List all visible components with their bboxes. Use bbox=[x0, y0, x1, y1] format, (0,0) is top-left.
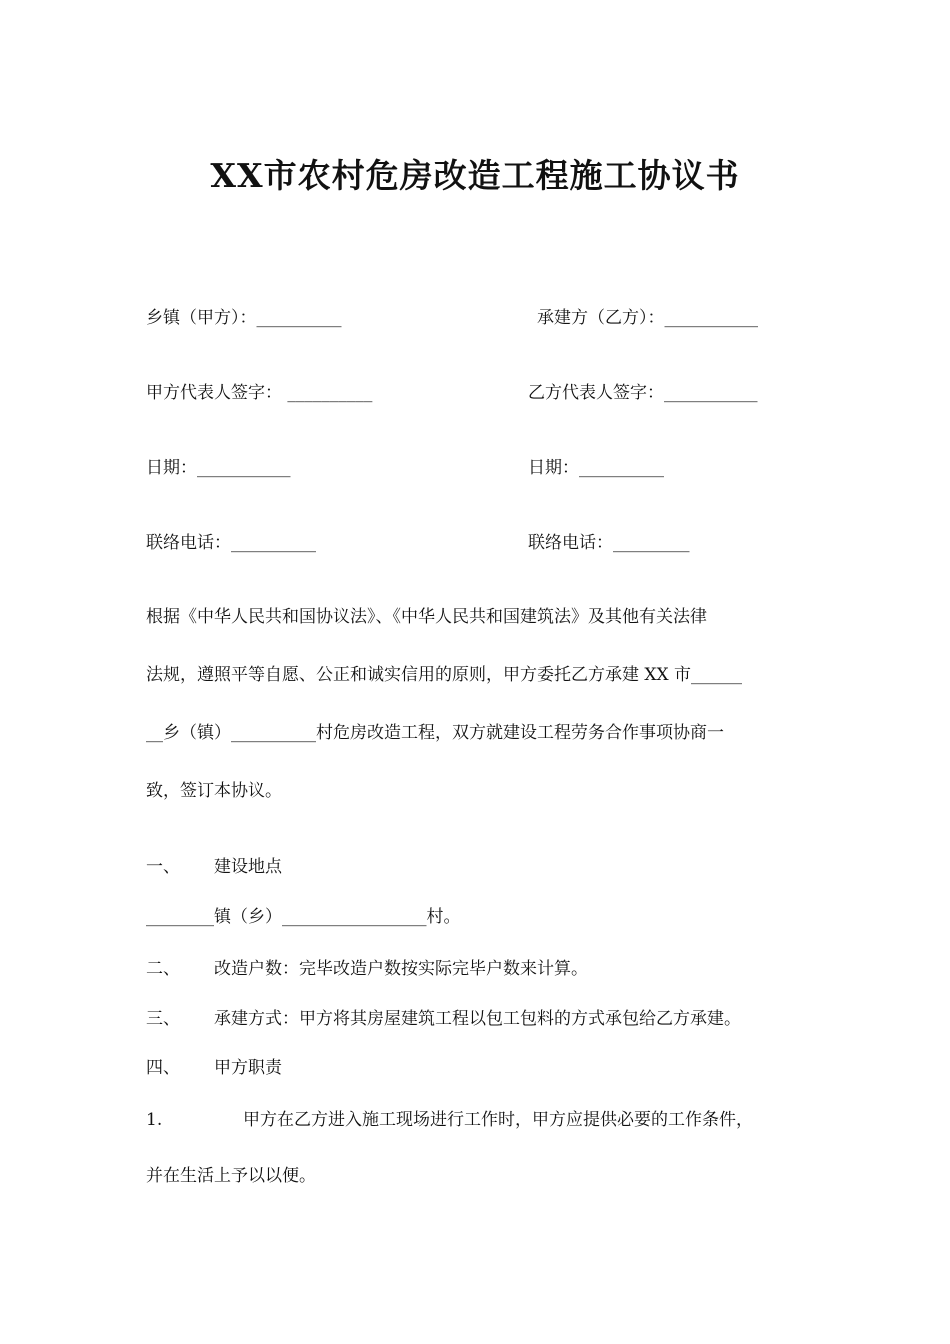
item-1-continuation: 并在生活上予以以便。 bbox=[146, 1166, 316, 1186]
section-1-detail: ________镇（乡）_________________村。 bbox=[146, 907, 461, 927]
section-4-number: 四、 bbox=[146, 1058, 180, 1078]
party-b-date-field: 日期：__________ bbox=[528, 458, 664, 478]
section-1-text: 建设地点 bbox=[214, 857, 282, 877]
section-4-text: 甲方职责 bbox=[214, 1058, 282, 1078]
section-3-text: 承建方式：甲方将其房屋建筑工程以包工包料的方式承包给乙方承建。 bbox=[214, 1009, 741, 1029]
party-b-contractor-field: 承建方（乙方）：___________ bbox=[537, 308, 758, 328]
party-b-phone-field: 联络电话：_________ bbox=[528, 533, 690, 553]
item-1 bbox=[146, 1109, 753, 1131]
intro-line-2: 法规，遵照平等自愿、公正和诚实信用的原则，甲方委托乙方承建 XX 市______ bbox=[146, 665, 743, 685]
intro-line-4: 致，签订本协议。 bbox=[146, 781, 282, 801]
party-a-rep-sign-field: 甲方代表人签字： __________ bbox=[146, 383, 373, 403]
party-a-phone-field: 联络电话：__________ bbox=[146, 533, 316, 553]
section-1-heading bbox=[146, 856, 282, 878]
section-4-heading bbox=[146, 1057, 282, 1079]
section-2-number: 二、 bbox=[146, 959, 180, 979]
section-3-heading bbox=[146, 1008, 741, 1030]
intro-line-1: 根据《中华人民共和国协议法》、《中华人民共和国建筑法》及其他有关法律 bbox=[146, 607, 707, 627]
section-2-heading bbox=[146, 958, 588, 980]
intro-line-3: __乡（镇）__________村危房改造工程，双方就建设工程劳务合作事项协商一 bbox=[146, 723, 724, 743]
party-a-town-field: 乡镇（甲方）：__________ bbox=[146, 308, 342, 328]
party-b-rep-sign-field: 乙方代表人签字：___________ bbox=[528, 383, 758, 403]
item-1-text: 甲方在乙方进入施工现场进行工作时，甲方应提供必要的工作条件， bbox=[243, 1110, 753, 1130]
party-a-date-field: 日期：___________ bbox=[146, 458, 291, 478]
section-3-number: 三、 bbox=[146, 1009, 180, 1029]
section-1-number: 一、 bbox=[146, 857, 180, 877]
document-title: XX市农村危房改造工程施工协议书 bbox=[210, 156, 740, 195]
item-1-number: 1. bbox=[146, 1110, 163, 1130]
section-2-text: 改造户数：完毕改造户数按实际完毕户数来计算。 bbox=[214, 959, 588, 979]
